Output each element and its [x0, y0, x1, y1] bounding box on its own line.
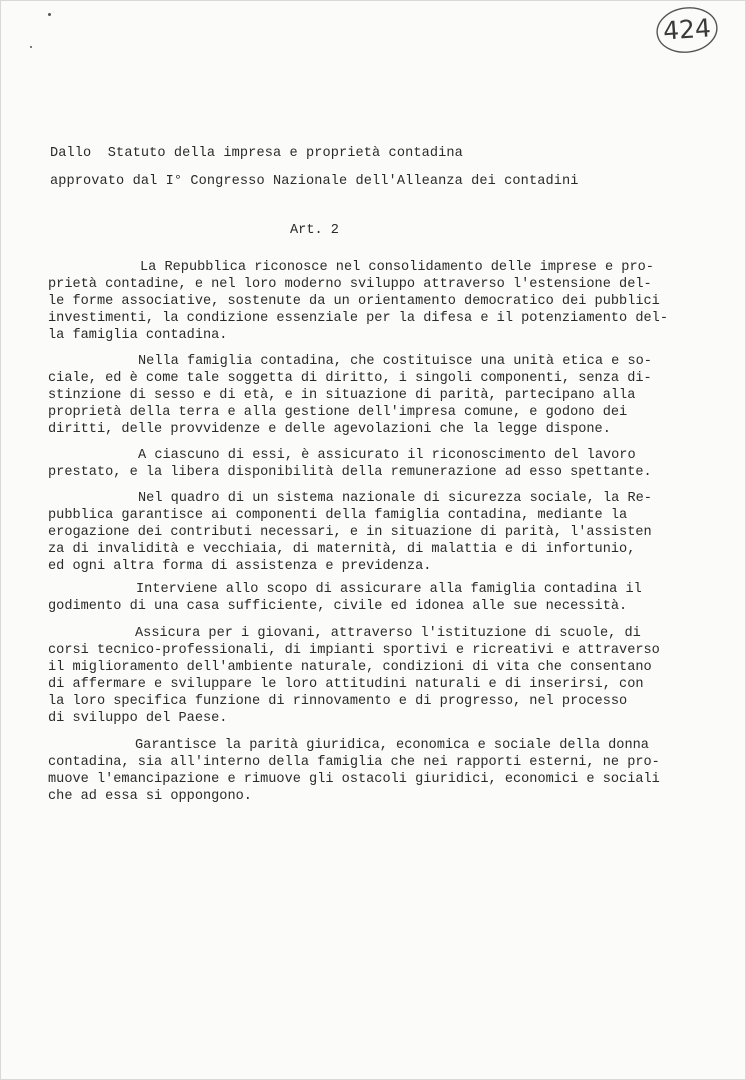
paragraph-line: prietà contadine, e nel loro moderno sviluppo attraverso l'estensione del-: [48, 277, 652, 292]
article-heading: Art. 2: [290, 223, 339, 238]
paragraph-line: Nel quadro di un sistema nazionale di sicurezza sociale, la Re-: [138, 491, 652, 506]
paragraph-line: pubblica garantisce ai componenti della famiglia contadina, mediante la: [48, 508, 628, 523]
paragraph-line: le forme associative, sostenute da un orientamento democratico dei pubblici: [48, 294, 660, 309]
paragraph-line: Garantisce la parità giuridica, economica e sociale della donna: [135, 738, 649, 753]
page-number: 424: [662, 13, 712, 46]
paragraph-line: la loro specifica funzione di rinnovamento e di progresso, nel processo: [48, 694, 628, 709]
header-line-1: Dallo Statuto della impresa e proprietà contadina: [50, 146, 463, 161]
paragraph-line: di sviluppo del Paese.: [48, 711, 228, 726]
paragraph-line: stinzione di sesso e di età, e in situazione di parità, partecipano alla: [48, 388, 636, 403]
paragraph-line: investimenti, la condizione essenziale per la difesa e il potenziamento del-: [48, 311, 668, 326]
paragraph-line: contadina, sia all'interno della famiglia che nei rapporti esterni, ne pro-: [48, 755, 660, 770]
paragraph-line: godimento di una casa sufficiente, civile ed idonea alle sue necessità.: [48, 599, 628, 614]
paragraph-line: Assicura per i giovani, attraverso l'istituzione di scuole, di: [135, 626, 641, 641]
paragraph-line: di affermare e sviluppare le loro attitudini naturali e di inserirsi, con: [48, 677, 644, 692]
paragraph-line: ciale, ed è come tale soggetta di diritto, i singoli componenti, senza di-: [48, 371, 652, 386]
paragraph-line: Interviene allo scopo di assicurare alla famiglia contadina il: [136, 582, 642, 597]
paragraph-line: Nella famiglia contadina, che costituisce una unità etica e so-: [138, 354, 652, 369]
paragraph-line: prestato, e la libera disponibilità della remunerazione ad esso spettante.: [48, 465, 652, 480]
page-number-stamp: [655, 5, 719, 55]
scan-speck: [30, 46, 32, 48]
paragraph-line: La Repubblica riconosce nel consolidamento delle imprese e pro-: [140, 260, 654, 275]
paragraph-line: proprietà della terra e alla gestione dell'impresa comune, e godono dei: [48, 405, 628, 420]
paragraph-line: diritti, delle provvidenze e delle agevolazioni che la legge dispone.: [48, 422, 611, 437]
paragraph-line: che ad essa si oppongono.: [48, 789, 252, 804]
paragraph-line: ed ogni altra forma di assistenza e previdenza.: [48, 559, 432, 574]
paragraph-line: il miglioramento dell'ambiente naturale, condizioni di vita che consentano: [48, 660, 652, 675]
scan-speck: [48, 13, 51, 16]
paragraph-line: erogazione dei contributi necessari, e in situazione di parità, l'assisten: [48, 525, 652, 540]
paragraph-line: A ciascuno di essi, è assicurato il riconoscimento del lavoro: [138, 448, 636, 463]
paragraph-line: za di invalidità e vecchiaia, di maternità, di malattia e di infortunio,: [48, 542, 636, 557]
header-line-2: approvato dal I° Congresso Nazionale dell'Alleanza dei contadini: [50, 174, 579, 189]
paragraph-line: muove l'emancipazione e rimuove gli ostacoli giuridici, economici e sociali: [48, 772, 660, 787]
paragraph-line: la famiglia contadina.: [48, 328, 228, 343]
paragraph-line: corsi tecnico-professionali, di impianti sportivi e ricreativi e attraverso: [48, 643, 660, 658]
